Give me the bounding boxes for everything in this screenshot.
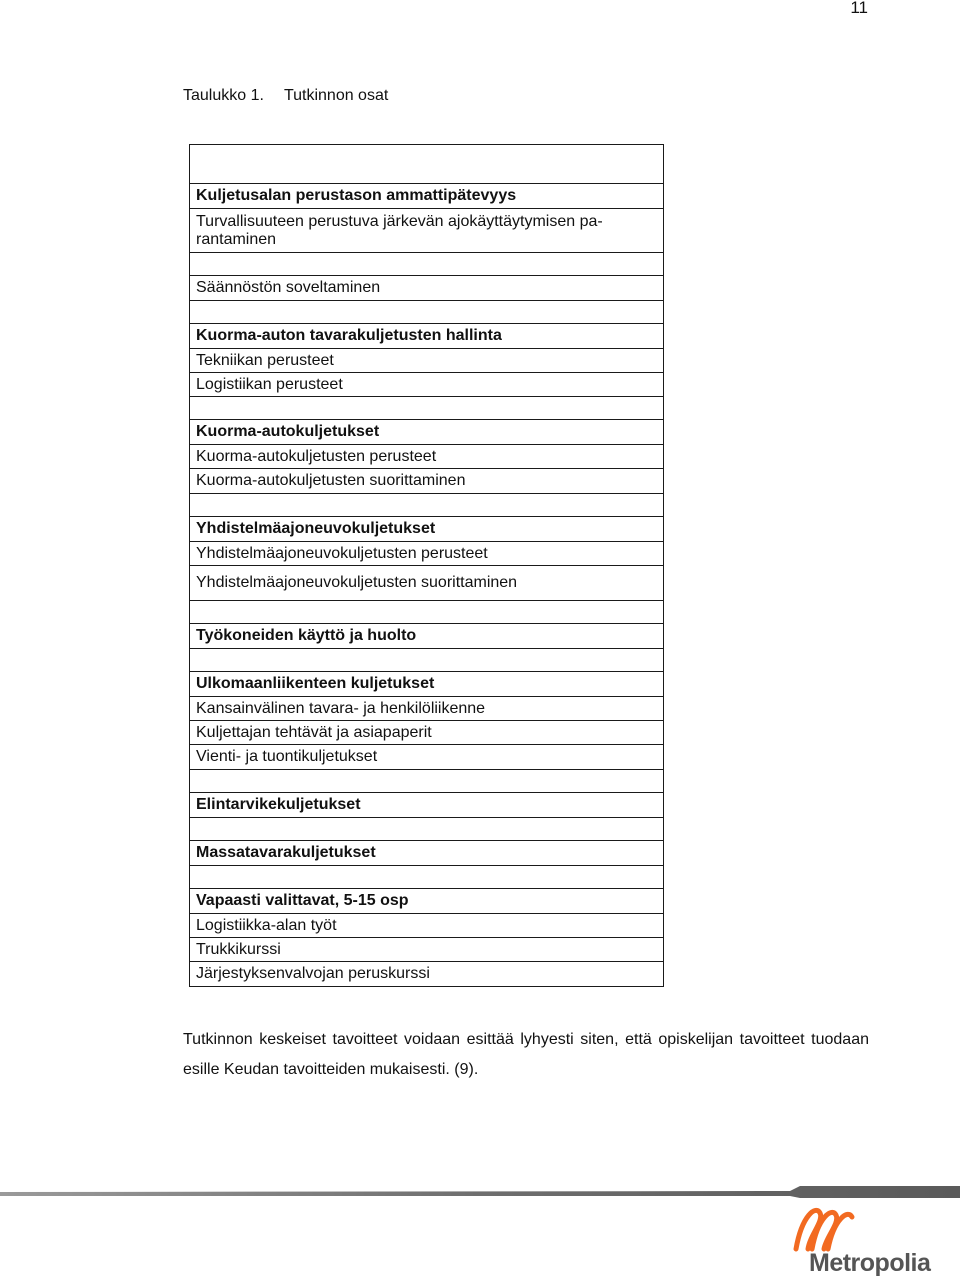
metropolia-logo-text: Metropolia (809, 1249, 931, 1277)
module-heading-cell: Kuorma-auton tavarakuljetusten hallinta (190, 324, 664, 349)
table-row (190, 624, 664, 649)
module-item-cell: Säännöstön soveltaminen (190, 276, 664, 301)
page-number: 11 (850, 0, 868, 17)
module-heading-cell: Ulkomaanliikenteen kuljetukset (190, 672, 664, 697)
table-row (190, 745, 664, 770)
spacer-cell (190, 145, 664, 184)
body-paragraph: Tutkinnon keskeiset tavoitteet voidaan esittää lyhyesti siten, että opiskelijan tavoitteet tuodaan esille Keudan tavoitteiden mukaisesti. (9). (183, 1031, 869, 1078)
table-row (190, 542, 664, 566)
spacer-cell (190, 770, 664, 793)
table-row (190, 866, 664, 889)
module-heading-cell: Elintarvikekuljetukset (190, 793, 664, 818)
table-row (190, 938, 664, 962)
table-row (190, 841, 664, 866)
module-item-cell: Kansainvälinen tavara- ja henkilöliikenne (190, 697, 664, 721)
module-heading-cell: Kuljetusalan perustason ammattipätevyys (190, 184, 664, 209)
module-item-cell: Tekniikan perusteet (190, 349, 664, 373)
spacer-cell (190, 649, 664, 672)
table-row (190, 324, 664, 349)
module-item-cell: Trukkikurssi (190, 938, 664, 962)
module-item-cell: Kuorma-autokuljetusten perusteet (190, 445, 664, 469)
table-row (190, 601, 664, 624)
module-heading-cell: Massatavarakuljetukset (190, 841, 664, 866)
modules-table (189, 144, 664, 987)
table-row (190, 349, 664, 373)
module-item-cell: Yhdistelmäajoneuvokuljetusten perusteet (190, 542, 664, 566)
table-row (190, 397, 664, 420)
table-row (190, 253, 664, 276)
spacer-cell (190, 601, 664, 624)
table-row (190, 697, 664, 721)
table-row (190, 301, 664, 324)
spacer-cell (190, 866, 664, 889)
table-row (190, 445, 664, 469)
module-item-cell: Logistiikan perusteet (190, 373, 664, 397)
table-row (190, 793, 664, 818)
spacer-cell (190, 397, 664, 420)
caption-title: Tutkinnon osat (283, 87, 389, 104)
spacer-cell (190, 494, 664, 517)
caption-label: Taulukko 1. (183, 87, 264, 104)
module-heading-cell: Työkoneiden käyttö ja huolto (190, 624, 664, 649)
table-row (190, 184, 664, 209)
table-row (190, 566, 664, 601)
table-row (190, 649, 664, 672)
table-row (190, 469, 664, 494)
table-row (190, 145, 664, 184)
module-item-cell: Kuorma-autokuljetusten suorittaminen (190, 469, 664, 494)
module-item-cell: Vienti- ja tuontikuljetukset (190, 745, 664, 770)
module-item-cell: Logistiikka-alan työt (190, 914, 664, 938)
module-heading-cell: Kuorma-autokuljetukset (190, 420, 664, 445)
spacer-cell (190, 818, 664, 841)
spacer-cell (190, 301, 664, 324)
table-row (190, 420, 664, 445)
module-heading-cell: Yhdistelmäajoneuvokuljetukset (190, 517, 664, 542)
table-row (190, 889, 664, 914)
table-row (190, 914, 664, 938)
table-row (190, 373, 664, 397)
module-heading-cell: Vapaasti valittavat, 5-15 osp (190, 889, 664, 914)
table-row (190, 962, 664, 987)
table-row (190, 209, 664, 253)
module-item-cell: Yhdistelmäajoneuvokuljetusten suorittaminen (190, 566, 664, 601)
table-row (190, 818, 664, 841)
table-row (190, 721, 664, 745)
module-item-cell: Kuljettajan tehtävät ja asiapaperit (190, 721, 664, 745)
table-row (190, 672, 664, 697)
table-row (190, 770, 664, 793)
module-item-cell: Järjestyksenvalvojan peruskurssi (190, 962, 664, 987)
spacer-cell (190, 253, 664, 276)
table-row (190, 517, 664, 542)
table-row (190, 494, 664, 517)
table-caption (183, 87, 388, 105)
footer-bar (0, 1182, 960, 1202)
module-item-cell: Turvallisuuteen perustuva järkevän ajokäyttäytymisen pa- rantaminen (190, 209, 664, 253)
table-row (190, 276, 664, 301)
